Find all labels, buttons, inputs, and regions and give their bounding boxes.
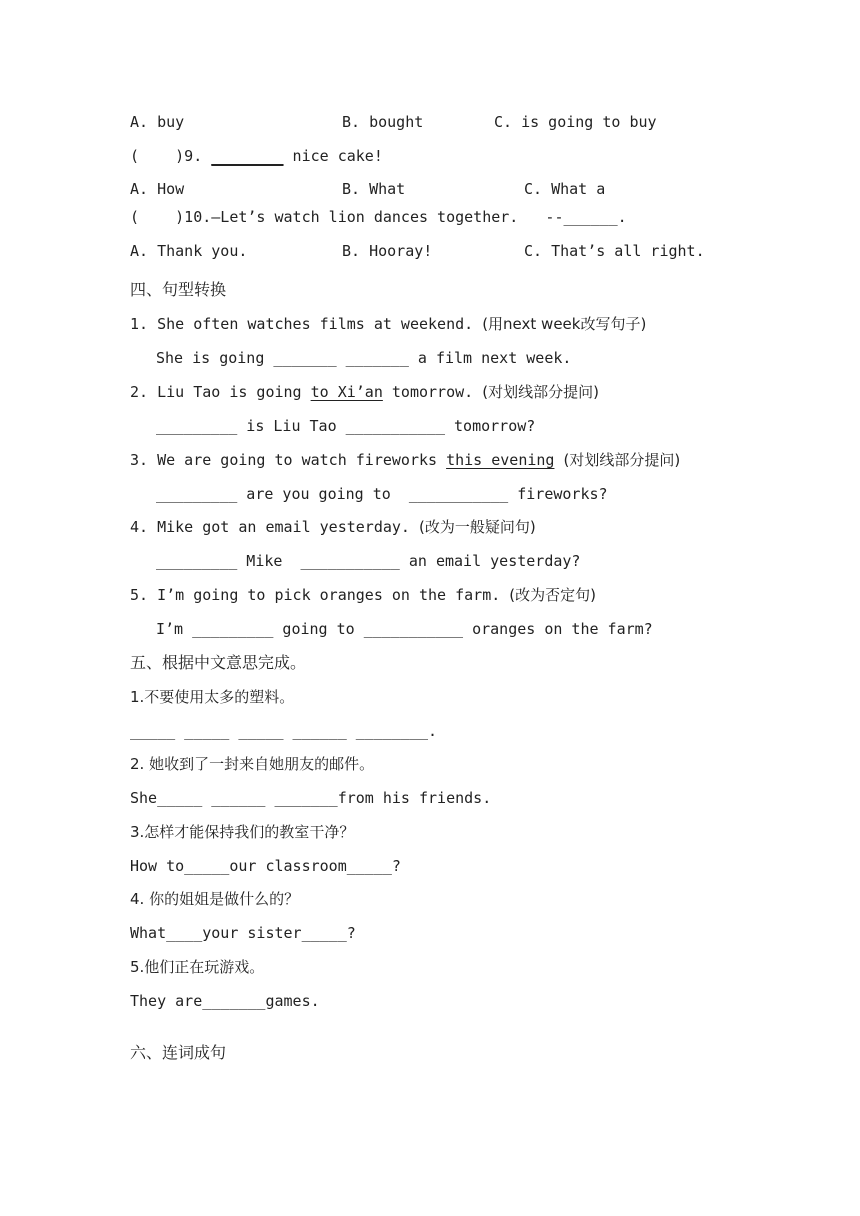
s5-q4-chinese: 4. 你的姐姐是做什么的？ <box>130 890 300 908</box>
s4-q2-underlined: to Xi’an <box>310 383 383 401</box>
s4-q1 <box>130 314 646 334</box>
q9-blank: ________ <box>211 147 284 165</box>
q8-option-c: C. is going to buy <box>494 113 657 131</box>
s4-q2 <box>130 382 599 402</box>
s4-q5-note: (改为否定句) <box>509 586 597 604</box>
section-6-heading: 六、连词成句 <box>130 1043 227 1062</box>
q8-option-b: B. bought <box>342 113 424 131</box>
s4-a4: _________ Mike ___________ an email yesterday? <box>156 552 581 570</box>
q8-option-a: A. buy <box>130 113 185 131</box>
question-9 <box>130 146 383 166</box>
question-10: ( )10.—Let’s watch lion dances together. --______. <box>130 208 627 226</box>
s4-q1-text: 1. She often watches films at weekend. <box>130 315 483 333</box>
section-5-heading: 五、根据中文意思完成。 <box>130 653 307 672</box>
s5-q4-english: What____your sister_____? <box>130 924 356 942</box>
s4-a3: _________ are you going to ___________ fireworks? <box>156 485 608 503</box>
s4-q2-text: 2. Liu Tao is going <box>130 383 311 401</box>
s4-q5-text: 5. I’m going to pick oranges on the farm. <box>130 586 510 604</box>
s4-q1-note: (用next week改写句子) <box>482 315 647 333</box>
q9-prefix: ( )9. <box>130 147 212 165</box>
s4-a5: I’m _________ going to ___________ oranges on the farm? <box>156 620 653 638</box>
s5-q1-english: _____ _____ _____ ______ ________. <box>130 722 438 740</box>
q10-option-a: A. Thank you. <box>130 242 248 260</box>
s4-a1: She is going _______ _______ a film next week. <box>156 349 572 367</box>
s4-q3 <box>130 450 680 470</box>
s5-q3-chinese: 3.怎样才能保持我们的教室干净？ <box>130 823 355 841</box>
q9-option-b: B. What <box>342 180 406 198</box>
s5-q2-english: She_____ ______ _______from his friends. <box>130 789 492 807</box>
s4-q3-text: 3. We are going to watch fireworks <box>130 451 447 469</box>
q9-suffix: nice cake! <box>283 147 383 165</box>
q10-option-c: C. That’s all right. <box>524 242 705 260</box>
q9-option-c: C. What a <box>524 180 606 198</box>
s4-a2: _________ is Liu Tao ___________ tomorrow? <box>156 417 536 435</box>
q10-option-b: B. Hooray! <box>342 242 433 260</box>
s5-q1-chinese: 1.不要使用太多的塑料。 <box>130 688 295 706</box>
s5-q2-chinese: 2. 她收到了一封来自她朋友的邮件。 <box>130 755 375 773</box>
s4-q3-underlined: this evening <box>446 451 555 469</box>
s4-q3-note: (对划线部分提问) <box>563 451 681 469</box>
s5-q3-english: How to_____our classroom_____? <box>130 857 401 875</box>
s5-q5-english: They are_______games. <box>130 992 320 1010</box>
s4-q4-note: (改为一般疑问句) <box>418 518 536 536</box>
s4-q2-text-after: tomorrow. <box>382 383 483 401</box>
s4-q4-text: 4. Mike got an email yesterday. <box>130 518 419 536</box>
section-4-heading: 四、句型转换 <box>130 280 227 299</box>
s4-q4 <box>130 517 536 537</box>
s4-q2-note: (对划线部分提问) <box>482 383 599 401</box>
s4-q5 <box>130 585 596 605</box>
s5-q5-chinese: 5.他们正在玩游戏。 <box>130 958 265 976</box>
q9-option-a: A. How <box>130 180 185 198</box>
